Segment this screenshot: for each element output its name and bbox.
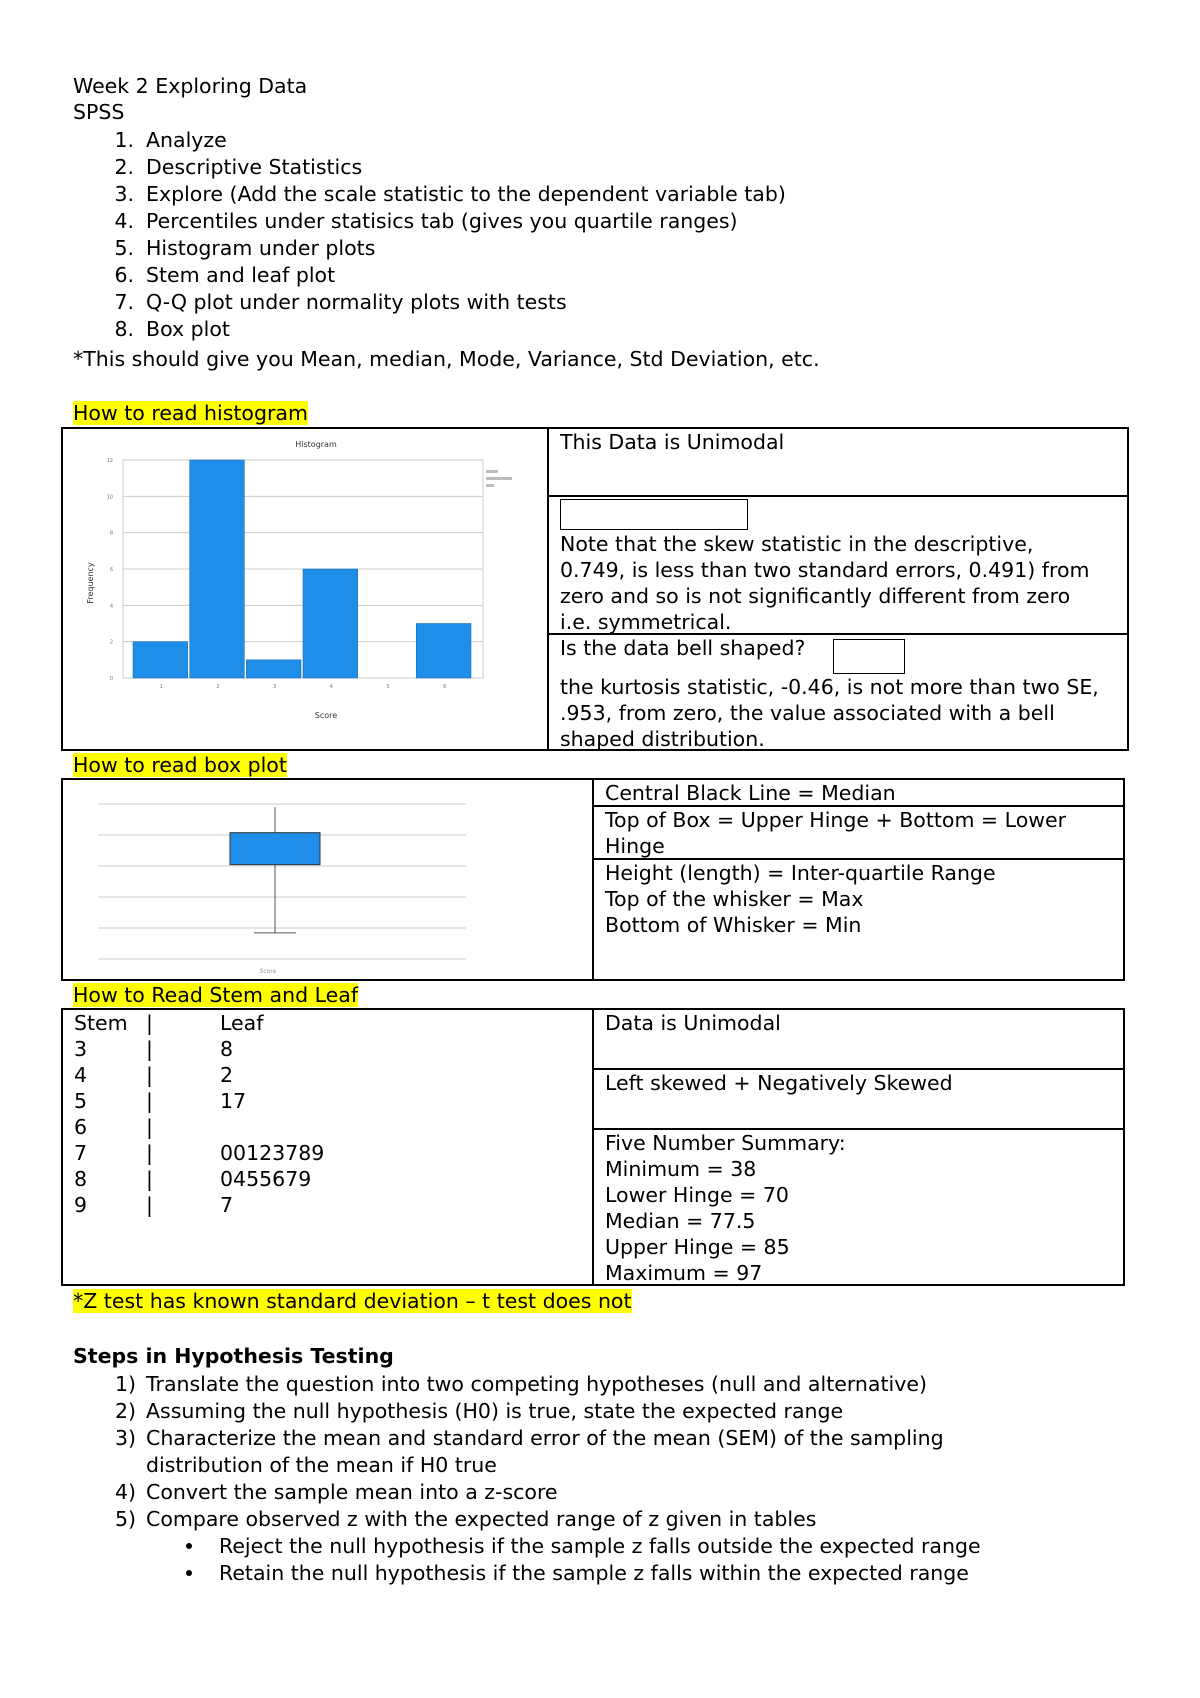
hypothesis-step-text: Translate the question into two competing hypotheses (null and alternative) bbox=[146, 1372, 927, 1396]
leaf-value: 0455679 bbox=[220, 1167, 312, 1191]
spss-step-text: Descriptive Statistics bbox=[146, 155, 363, 179]
histogram-bar bbox=[133, 642, 188, 678]
hypothesis-step-number: 5) bbox=[114, 1507, 136, 1531]
iqr-text: Height (length) = Inter-quartile Range bbox=[605, 861, 996, 885]
histogram-image-cell bbox=[61, 427, 549, 751]
stem-separator: | bbox=[146, 1193, 153, 1217]
stem-separator: | bbox=[146, 1141, 153, 1165]
histogram-chart bbox=[71, 433, 541, 743]
histogram-bar bbox=[303, 569, 358, 678]
histogram-legend bbox=[486, 470, 512, 487]
spss-step-number: 3. bbox=[114, 182, 134, 206]
spss-note: *This should give you Mean, median, Mode, Variance, Std Deviation, etc. bbox=[73, 347, 820, 371]
five-number-lower-hinge: Lower Hinge = 70 bbox=[605, 1183, 789, 1207]
leaf-value: 00123789 bbox=[220, 1141, 325, 1165]
spss-step-text: Analyze bbox=[146, 128, 227, 152]
stem-value: 4 bbox=[74, 1063, 88, 1087]
boxplot-note-cell-3 bbox=[592, 858, 1125, 981]
hypothesis-step-text: Assuming the null hypothesis (H0) is true, state the expected range bbox=[146, 1399, 844, 1423]
spss-step-text: Box plot bbox=[146, 317, 230, 341]
histogram-ylabel: Frequency bbox=[86, 562, 95, 604]
histogram-x-tick: 5 bbox=[386, 684, 390, 690]
stem-value: 9 bbox=[74, 1193, 88, 1217]
spss-step-number: 5. bbox=[114, 236, 134, 260]
spss-step-number: 1. bbox=[114, 128, 134, 152]
stemleaf-table-cell bbox=[61, 1008, 594, 1286]
histogram-heading: How to read histogram bbox=[73, 401, 308, 425]
kurtosis-note-text: the kurtosis statistic, -0.46, is not more than two SE, .953, from zero, the value associated with a bell shaped distribution. bbox=[560, 675, 1099, 751]
bullet-icon bbox=[186, 1543, 192, 1549]
bullet-icon bbox=[186, 1570, 192, 1576]
hypothesis-bullet-text: Reject the null hypothesis if the sample z falls outside the expected range bbox=[219, 1534, 981, 1558]
five-number-min: Minimum = 38 bbox=[605, 1157, 757, 1181]
leaf-value: 2 bbox=[220, 1063, 234, 1087]
spss-step-text: Histogram under plots bbox=[146, 236, 376, 260]
stem-separator: | bbox=[146, 1115, 153, 1139]
skew-note-text: Note that the skew statistic in the descriptive, 0.749, is less than two standard errors, 0.491) from zero and so is not significantly different from zero i.e. symmetrical. bbox=[560, 532, 1090, 634]
stemleaf-note-cell-1 bbox=[592, 1008, 1125, 1070]
stemleaf-unimodal-text: Data is Unimodal bbox=[605, 1011, 781, 1035]
five-number-title: Five Number Summary: bbox=[605, 1131, 846, 1155]
histogram-x-tick: 1 bbox=[159, 684, 163, 690]
page-title: Week 2 Exploring Data bbox=[73, 74, 308, 98]
stemleaf-heading: How to Read Stem and Leaf bbox=[73, 983, 359, 1007]
five-number-median: Median = 77.5 bbox=[605, 1209, 756, 1233]
hypothesis-step-number: 2) bbox=[114, 1399, 136, 1423]
stem-value: 8 bbox=[74, 1167, 88, 1191]
boxplot-image-cell bbox=[61, 778, 594, 981]
histogram-note-cell-2 bbox=[547, 495, 1129, 635]
hypothesis-bullet-text: Retain the null hypothesis if the sample z falls within the expected range bbox=[219, 1561, 969, 1585]
histogram-y-tick: 10 bbox=[106, 494, 113, 501]
hinge-text: Top of Box = Upper Hinge + Bottom = Lower Hinge bbox=[605, 808, 1067, 858]
histogram-title: Histogram bbox=[295, 440, 337, 449]
bell-shape-question: Is the data bell shaped? bbox=[560, 636, 806, 660]
histogram-x-tick: 3 bbox=[273, 684, 277, 690]
boxplot-xlabel: Score bbox=[259, 968, 277, 975]
histogram-y-tick: 8 bbox=[109, 530, 113, 537]
whisker-max-text: Top of the whisker = Max bbox=[605, 887, 864, 911]
stem-value: 6 bbox=[74, 1115, 88, 1139]
histogram-x-tick: 4 bbox=[329, 684, 333, 690]
skew-direction-text: Left skewed + Negatively Skewed bbox=[605, 1071, 953, 1095]
stemleaf-note-cell-2 bbox=[592, 1068, 1125, 1130]
spss-step-number: 8. bbox=[114, 317, 134, 341]
stem-separator: | bbox=[146, 1037, 153, 1061]
histogram-x-tick: 2 bbox=[216, 684, 220, 690]
whisker-min-text: Bottom of Whisker = Min bbox=[605, 913, 862, 937]
five-number-max: Maximum = 97 bbox=[605, 1261, 763, 1285]
histogram-note-cell-3 bbox=[547, 633, 1129, 751]
histogram-x-tick: 6 bbox=[443, 684, 447, 690]
histogram-xlabel: Score bbox=[314, 711, 338, 720]
ztest-note: *Z test has known standard deviation – t test does not bbox=[73, 1289, 632, 1313]
boxplot-box bbox=[230, 833, 320, 865]
spss-step-text: Percentiles under statisics tab (gives you quartile ranges) bbox=[146, 209, 738, 233]
stem-column-header: Stem bbox=[74, 1011, 128, 1035]
spss-step-number: 2. bbox=[114, 155, 134, 179]
blank-answer-box bbox=[560, 499, 748, 530]
hypothesis-step-text: Characterize the mean and standard error of the mean (SEM) of the sampling bbox=[146, 1426, 944, 1450]
median-line-text: Central Black Line = Median bbox=[605, 781, 896, 805]
histogram-y-tick: 0 bbox=[109, 676, 113, 682]
leaf-value: 7 bbox=[220, 1193, 234, 1217]
histogram-bar bbox=[416, 624, 471, 679]
page-subtitle: SPSS bbox=[73, 100, 125, 124]
hypothesis-step-text: distribution of the mean if H0 true bbox=[146, 1453, 497, 1477]
histogram-y-tick: 6 bbox=[109, 567, 113, 573]
spss-step-text: Explore (Add the scale statistic to the dependent variable tab) bbox=[146, 182, 786, 206]
stem-separator: | bbox=[146, 1167, 153, 1191]
leaf-column-header: Leaf bbox=[220, 1011, 264, 1035]
histogram-unimodal-text: This Data is Unimodal bbox=[560, 430, 785, 454]
stem-value: 7 bbox=[74, 1141, 88, 1165]
hypothesis-step-number: 4) bbox=[114, 1480, 136, 1504]
histogram-y-tick: 4 bbox=[109, 603, 113, 610]
histogram-y-tick: 12 bbox=[106, 458, 113, 464]
hypothesis-step-text: Compare observed z with the expected range of z given in tables bbox=[146, 1507, 817, 1531]
separator-header: | bbox=[146, 1011, 153, 1035]
histogram-y-tick: 2 bbox=[109, 639, 113, 646]
five-number-upper-hinge: Upper Hinge = 85 bbox=[605, 1235, 790, 1259]
boxplot-note-cell-2 bbox=[592, 805, 1125, 860]
boxplot-heading: How to read box plot bbox=[73, 753, 287, 777]
stem-separator: | bbox=[146, 1063, 153, 1087]
hypothesis-step-number: 1) bbox=[114, 1372, 136, 1396]
stem-value: 3 bbox=[74, 1037, 88, 1061]
histogram-note-cell-1 bbox=[547, 427, 1129, 497]
hypothesis-step-text: Convert the sample mean into a z-score bbox=[146, 1480, 558, 1504]
hypothesis-heading: Steps in Hypothesis Testing bbox=[73, 1344, 394, 1368]
histogram-bar bbox=[246, 660, 301, 678]
boxplot-note-cell-1 bbox=[592, 778, 1125, 807]
spss-step-number: 4. bbox=[114, 209, 134, 233]
leaf-value: 17 bbox=[220, 1089, 247, 1113]
hypothesis-step-number: 3) bbox=[114, 1426, 136, 1450]
spss-step-number: 6. bbox=[114, 263, 134, 287]
stem-separator: | bbox=[146, 1089, 153, 1113]
five-number-summary-cell bbox=[592, 1128, 1125, 1286]
boxplot-chart bbox=[68, 782, 468, 977]
histogram-bar bbox=[190, 460, 245, 678]
spss-step-text: Stem and leaf plot bbox=[146, 263, 336, 287]
leaf-value: 8 bbox=[220, 1037, 234, 1061]
stem-value: 5 bbox=[74, 1089, 88, 1113]
spss-step-number: 7. bbox=[114, 290, 134, 314]
blank-answer-box-2 bbox=[833, 639, 905, 674]
spss-step-text: Q-Q plot under normality plots with tests bbox=[146, 290, 567, 314]
